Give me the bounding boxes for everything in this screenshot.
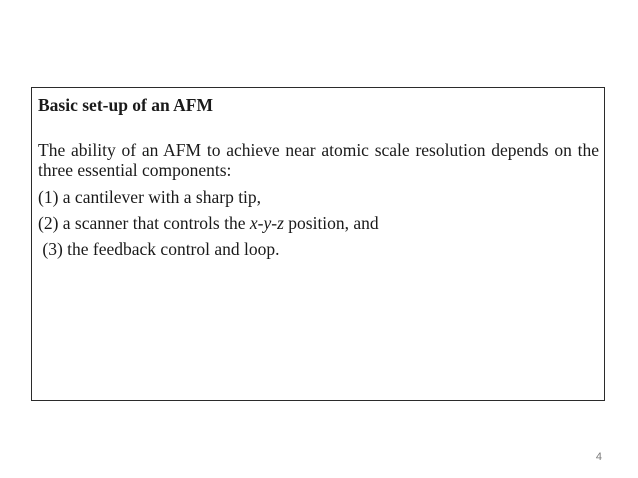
page-number: 4 [595, 451, 602, 463]
list-item-cantilever: (1) a cantilever with a sharp tip, [38, 187, 262, 207]
list-item-scanner [38, 212, 599, 234]
list-item-scanner-axes: x-y-z [249, 213, 284, 233]
list-item-scanner-suffix: position, and [283, 213, 379, 233]
list-item-feedback: (3) the feedback control and loop. [38, 239, 280, 259]
slide-heading: Basic set-up of an AFM [38, 95, 213, 115]
content-box [31, 87, 605, 401]
list-item-scanner-prefix: (2) a scanner that controls the [38, 213, 250, 233]
intro-paragraph: The ability of an AFM to achieve near atomic scale resolution depends on the three essential components: [38, 140, 599, 180]
